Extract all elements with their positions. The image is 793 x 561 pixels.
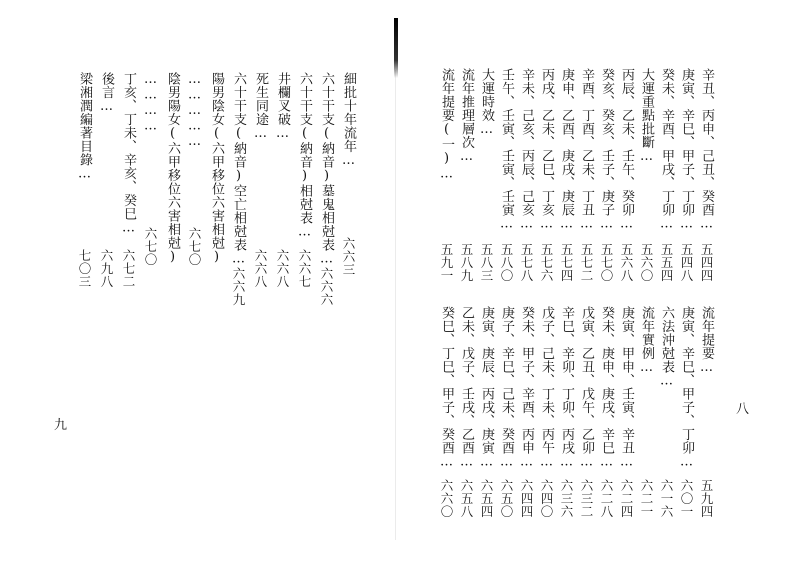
toc-title: 庚寅、辛巳、甲子、丁卯… bbox=[679, 306, 694, 470]
toc-title: 辛酉、丁酉、乙未、丁丑… bbox=[579, 68, 594, 232]
toc-page: 五九四 bbox=[699, 479, 714, 518]
toc-entry[interactable] bbox=[658, 306, 674, 518]
toc-entry[interactable] bbox=[558, 306, 574, 518]
toc-title: 戊子、己未、丁未、丙午… bbox=[539, 306, 554, 470]
toc-entry[interactable] bbox=[518, 306, 534, 518]
toc-title: 癸未、庚申、庚戌、辛巳… bbox=[599, 306, 614, 470]
toc-page: 六二四 bbox=[619, 479, 634, 518]
toc-page: 六七〇 bbox=[187, 227, 202, 266]
toc-page: 六六九 bbox=[231, 267, 246, 306]
toc-page: 六九八 bbox=[99, 249, 114, 288]
toc-page: 六四四 bbox=[519, 479, 534, 518]
toc-entry[interactable] bbox=[638, 306, 654, 518]
toc-entry[interactable] bbox=[438, 306, 454, 518]
toc-title: 細批十年流年… bbox=[341, 72, 356, 169]
left-page bbox=[0, 0, 392, 561]
toc-page: 五七四 bbox=[559, 243, 574, 282]
toc-entry[interactable] bbox=[458, 306, 474, 518]
toc-title: 丙辰、乙未、壬午、癸卯… bbox=[619, 68, 634, 232]
page-number: 九 bbox=[54, 418, 68, 433]
toc-entry[interactable] bbox=[698, 68, 714, 282]
gutter-line bbox=[395, 70, 396, 540]
toc-title: 庚寅、辛巳、甲子、丁卯… bbox=[679, 68, 694, 232]
toc-title: 癸亥、癸亥、壬子、庚子… bbox=[599, 68, 614, 232]
toc-title: 丙戌、乙未、乙巳、丁亥… bbox=[539, 68, 554, 232]
toc-page: 六一六 bbox=[659, 479, 674, 518]
toc-title: 癸巳、丁巳、甲子、癸酉… bbox=[439, 306, 454, 470]
toc-entry[interactable] bbox=[618, 68, 634, 282]
toc-title: 六十干支(納音)相尅表… bbox=[297, 72, 312, 240]
toc-entry[interactable] bbox=[120, 72, 136, 288]
toc-entry[interactable] bbox=[230, 72, 246, 306]
toc-title: 庚寅、甲申、壬寅、辛丑… bbox=[619, 306, 634, 470]
toc-page: 五七〇 bbox=[599, 243, 614, 282]
toc-entry[interactable] bbox=[558, 68, 574, 282]
toc-entry[interactable] bbox=[208, 72, 224, 288]
toc-entry[interactable] bbox=[578, 68, 594, 282]
toc-title: 庚申、乙酉、庚戌、庚辰… bbox=[559, 68, 574, 232]
toc-page: 六七二 bbox=[121, 249, 136, 288]
toc-title: 井欄叉破… bbox=[275, 72, 290, 142]
toc-title: 癸未、辛酉、甲戌、丁卯… bbox=[659, 68, 674, 232]
toc-page: 五七二 bbox=[579, 243, 594, 282]
toc-title: 陽男陰女(六甲移位六害相尅) bbox=[209, 72, 224, 265]
toc-entry[interactable] bbox=[438, 68, 454, 282]
toc-title: 壬午、壬寅、壬寅、壬寅… bbox=[499, 68, 514, 232]
toc-page: 五八〇 bbox=[499, 243, 514, 282]
toc-page: 六四〇 bbox=[539, 479, 554, 518]
page-number: 八 bbox=[736, 402, 750, 417]
toc-title: 流年實例… bbox=[639, 306, 654, 376]
toc-entry[interactable] bbox=[658, 68, 674, 282]
toc-entry[interactable] bbox=[98, 72, 114, 288]
toc-title: 辛巳、辛卯、丁卯、丙戌… bbox=[559, 306, 574, 470]
toc-title: 大運時效… bbox=[479, 68, 494, 138]
toc-title: 死生同途… bbox=[253, 72, 268, 142]
toc-entry[interactable] bbox=[518, 68, 534, 282]
toc-entry[interactable] bbox=[458, 68, 474, 282]
toc-title: 辛丑、丙申、己丑、癸酉… bbox=[699, 68, 714, 232]
toc-title: 後言… bbox=[99, 72, 114, 115]
toc-title: 丁亥、丁未、辛亥、癸巳… bbox=[121, 72, 136, 236]
toc-entry[interactable] bbox=[578, 306, 594, 518]
toc-title: 梁湘潤編著目錄… bbox=[77, 72, 92, 182]
toc-page: 六三六 bbox=[559, 479, 574, 518]
toc-title: 庚子、辛巳、己未、癸酉… bbox=[499, 306, 514, 470]
toc-title: 流年提要(一)… bbox=[439, 68, 454, 182]
toc-page: 五六〇 bbox=[639, 243, 654, 282]
toc-title: 戊寅、乙丑、戊午、乙卯… bbox=[579, 306, 594, 470]
toc-page: 六七〇 bbox=[143, 227, 158, 266]
toc-entry[interactable] bbox=[252, 72, 268, 288]
toc-entry[interactable] bbox=[478, 68, 494, 282]
toc-page: 六〇一 bbox=[679, 479, 694, 518]
toc-title: 流年推理層次… bbox=[459, 68, 474, 165]
toc-title: 流年提要… bbox=[699, 306, 714, 376]
toc-page: 六六八 bbox=[253, 249, 268, 288]
toc-page: 六二一 bbox=[639, 479, 654, 518]
toc-title: 六十干支(納音)空亡相尅表… bbox=[231, 72, 246, 267]
toc-page: 五八三 bbox=[479, 243, 494, 282]
toc-entry[interactable] bbox=[76, 72, 92, 288]
toc-page: 五九一 bbox=[439, 243, 454, 282]
toc-title: 陰男陽女(六甲移位六害相尅) bbox=[165, 72, 180, 265]
toc-title: 辛未、己亥、丙辰、己亥… bbox=[519, 68, 534, 232]
toc-entry[interactable] bbox=[164, 72, 180, 288]
toc-title: 庚寅、庚辰、丙戌、庚寅… bbox=[479, 306, 494, 470]
toc-page: 五八九 bbox=[459, 243, 474, 282]
toc-page: 六五四 bbox=[479, 479, 494, 518]
toc-page: 六六三 bbox=[341, 237, 356, 276]
toc-page: 五四四 bbox=[699, 243, 714, 282]
toc-page: 七〇三 bbox=[77, 249, 92, 288]
toc-page: 六五〇 bbox=[499, 479, 514, 518]
toc-entry[interactable] bbox=[678, 306, 694, 518]
toc-entry-continued[interactable]: …………… 六七〇 bbox=[187, 72, 202, 266]
toc-entry[interactable] bbox=[274, 72, 290, 288]
toc-entry[interactable] bbox=[296, 72, 312, 288]
toc-entry[interactable] bbox=[598, 306, 614, 518]
toc-entry[interactable] bbox=[598, 68, 614, 282]
toc-title: 大運重點批斷… bbox=[639, 68, 654, 165]
toc-entry[interactable] bbox=[538, 68, 554, 282]
toc-page: 六六七 bbox=[297, 249, 312, 288]
toc-page: 六六〇 bbox=[439, 479, 454, 518]
toc-page: 五五四 bbox=[659, 243, 674, 282]
toc-page: 五四八 bbox=[679, 243, 694, 282]
toc-page: 五七六 bbox=[539, 243, 554, 282]
toc-page: 五七八 bbox=[519, 243, 534, 282]
toc-entry[interactable] bbox=[498, 306, 514, 518]
toc-entry[interactable] bbox=[618, 306, 634, 518]
toc-page: 六六六 bbox=[319, 267, 334, 306]
toc-page: 六二八 bbox=[599, 479, 614, 518]
toc-title: 癸未、甲子、辛酉、丙申… bbox=[519, 306, 534, 470]
toc-title: 六十干支(納音)墓鬼相尅表… bbox=[319, 72, 334, 267]
toc-page: 六三二 bbox=[579, 479, 594, 518]
toc-entry[interactable] bbox=[340, 72, 356, 276]
toc-page: 五六八 bbox=[619, 243, 634, 282]
toc-entry[interactable] bbox=[498, 68, 514, 282]
toc-page: 六六八 bbox=[275, 249, 290, 288]
toc-entry[interactable] bbox=[698, 306, 714, 518]
toc-entry[interactable] bbox=[478, 306, 494, 518]
toc-title: 乙未、戊子、壬戌、乙酉… bbox=[459, 306, 474, 470]
toc-entry[interactable] bbox=[318, 72, 334, 306]
toc-title: 六法沖尅表… bbox=[659, 306, 674, 389]
toc-page: 六五八 bbox=[459, 479, 474, 518]
toc-entry[interactable] bbox=[678, 68, 694, 282]
toc-entry[interactable] bbox=[638, 68, 654, 282]
toc-entry[interactable] bbox=[538, 306, 554, 518]
right-page bbox=[398, 0, 793, 561]
toc-entry-continued[interactable]: ………… 六七〇 bbox=[143, 72, 158, 266]
